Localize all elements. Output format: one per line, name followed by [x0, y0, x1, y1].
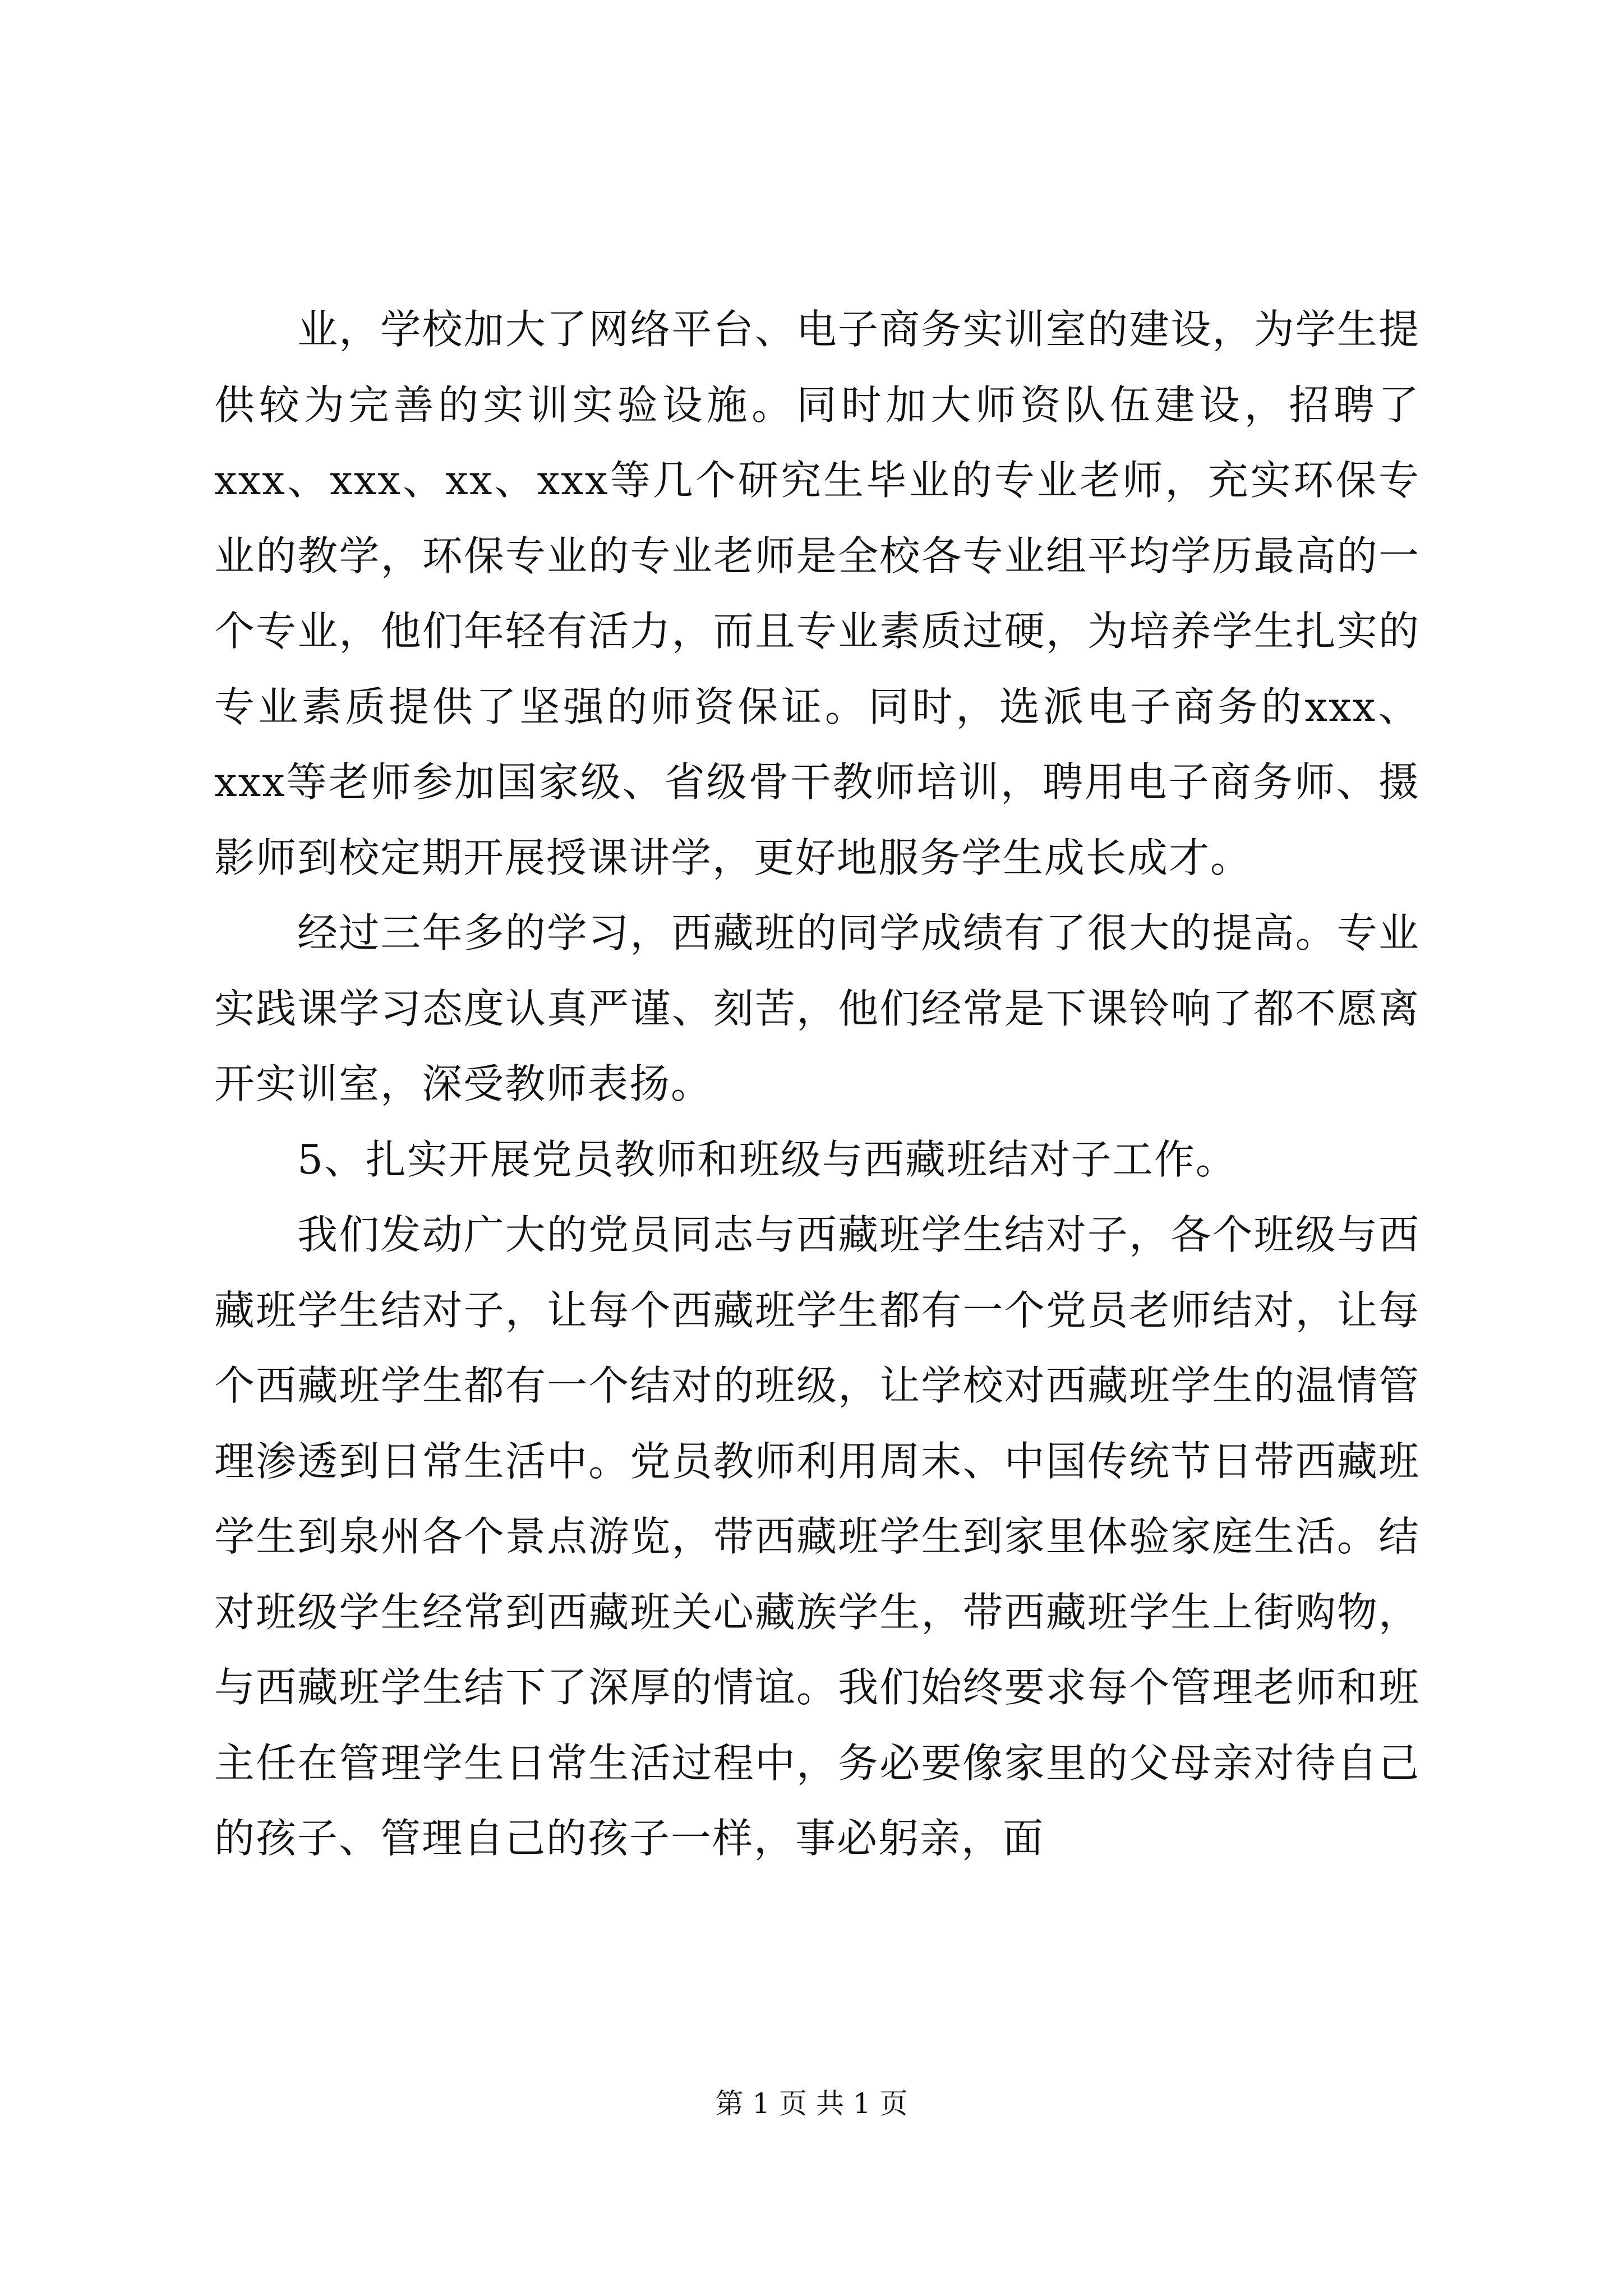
document-body [214, 292, 1420, 1876]
paragraph-2: 经过三年多的学习，西藏班的同学成绩有了很大的提高。专业实践课学习态度认真严谨、刻苦，他们经常是下课铃响了都不愿离开实训室，深受教师表扬。 [214, 909, 1420, 1107]
paragraph-3: 5、扎实开展党员教师和班级与西藏班结对子工作。 [297, 1135, 1237, 1183]
paragraph-1: 业，学校加大了网络平台、电子商务实训室的建设，为学生提供较为完善的实训实验设施。同时加大师资队伍建设，招聘了xxx、xxx、xx、xxx等几个研究生毕业的专业老师，充实环保专业的教学，环保专业的专业老师是全校各专业组平均学历最高的一个专业，他们年轻有活力，而且专业素质过硬，为培养学生扎实的专业素质提供了坚强的师资保证。同时，选派电子商务的xxx、xxx等老师参加国家级、省级骨干教师培训，聘用电子商务师、摄影师到校定期开展授课讲学，更好地服务学生成长成才。 [214, 306, 1420, 881]
paragraph-4: 我们发动广大的党员同志与西藏班学生结对子，各个班级与西藏班学生结对子，让每个西藏班学生都有一个党员老师结对，让每个西藏班学生都有一个结对的班级，让学校对西藏班学生的温情管理渗透到日常生活中。党员教师利用周末、中国传统节日带西藏班学生到泉州各个景点游览，带西藏班学生到家里体验家庭生活。结对班级学生经常到西藏班关心藏族学生，带西藏班学生上街购物，与西藏班学生结下了深厚的情谊。我们始终要求每个管理老师和班主任在管理学生日常生活过程中，务必要像家里的父母亲对待自己的孩子、管理自己的孩子一样，事必躬亲，面 [214, 1211, 1420, 1862]
page-footer: 第 1 页 共 1 页 [715, 2087, 908, 2120]
